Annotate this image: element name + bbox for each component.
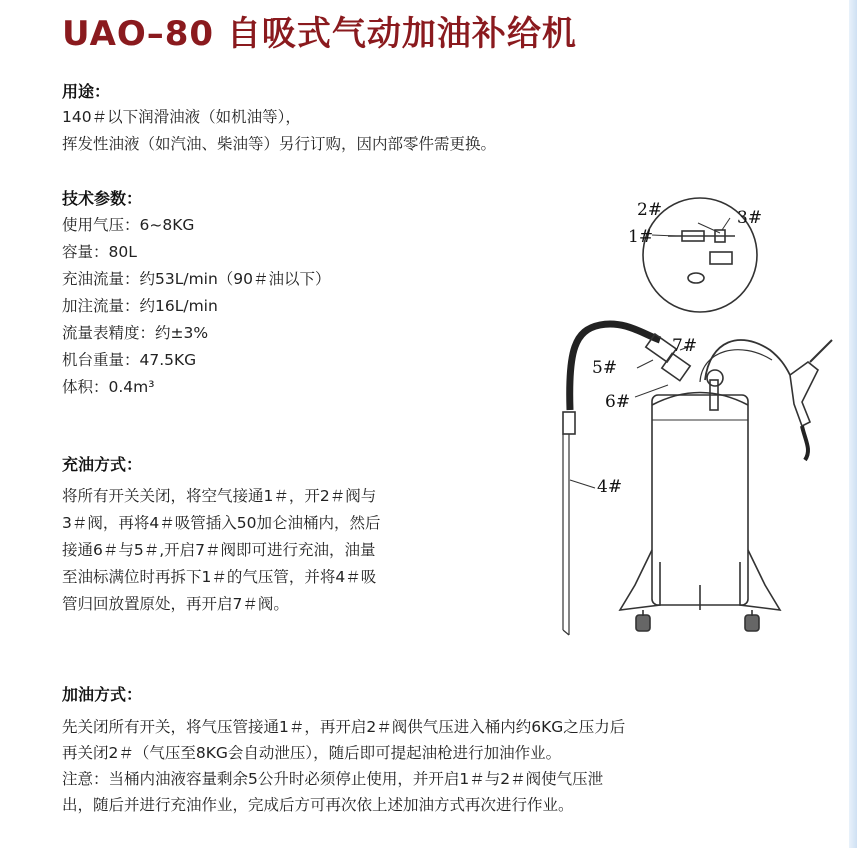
filling-line-5: 管归回放置原处，再开启7＃阀。 <box>62 595 289 613</box>
refuel-line-3: 注意：当桶内油液容量剩余5公升时必须停止使用，并开启1＃与2＃阀使气压泄 <box>62 770 604 788</box>
refuel-line-2: 再关闭2＃（气压至8KG会自动泄压），随后即可提起油枪进行加油作业。 <box>62 744 562 762</box>
spec-volume: 体积：0.4m³ <box>62 378 155 396</box>
refuel-line-1: 先关闭所有开关，将气压管接通1＃，再开启2＃阀供气压进入桶内约6KG之压力后 <box>62 718 626 736</box>
filling-line-1: 将所有开关关闭，将空气接通1＃，开2＃阀与 <box>62 487 377 505</box>
usage-line-1: 140＃以下润滑油液（如机油等）， <box>62 108 301 126</box>
refuel-line-4: 出，随后并进行充油作业，完成后方可再次依上述加油方式再次进行作业。 <box>62 796 574 814</box>
tank-body <box>652 395 748 605</box>
label-5: 5# <box>592 358 618 378</box>
machine-diagram <box>540 190 840 660</box>
specs-heading: 技术参数： <box>62 189 143 208</box>
spec-weight: 机台重量：47.5KG <box>62 351 197 369</box>
label-7: 7# <box>672 336 698 356</box>
label-6: 6# <box>605 392 631 412</box>
dispensing-gun <box>790 362 818 426</box>
filling-line-2: 3＃阀，再将4＃吸管插入50加仑油桶内，然后 <box>62 514 381 532</box>
spec-dispense-flow: 加注流量：约16L/min <box>62 297 218 315</box>
usage-line-2: 挥发性油液（如汽油、柴油等）另行订购，因内部零件需更换。 <box>62 135 497 153</box>
usage-heading: 用途： <box>62 82 111 101</box>
refuel-heading: 加油方式： <box>62 685 143 704</box>
spec-accuracy: 流量表精度：约±3% <box>62 324 209 342</box>
spec-fill-flow: 充油流量：约53L/min（90＃油以下） <box>62 270 331 288</box>
spec-capacity: 容量：80L <box>62 243 137 261</box>
filling-heading: 充油方式： <box>62 455 143 474</box>
filling-line-3: 接通6＃与5＃,开启7＃阀即可进行充油，油量 <box>62 541 376 559</box>
label-1: 1# <box>628 227 654 247</box>
label-2: 2# <box>637 200 663 220</box>
spec-pressure: 使用气压：6~8KG <box>62 216 195 234</box>
page-title: UAO–80 自吸式气动加油补给机 <box>62 14 577 54</box>
label-4: 4# <box>597 477 623 497</box>
page-edge-shade <box>849 0 857 848</box>
pressure-gauge <box>707 370 723 386</box>
label-3: 3# <box>737 208 763 228</box>
gun-hose <box>705 340 790 380</box>
filling-line-4: 至油标满位时再拆下1＃的气压管，并将4＃吸 <box>62 568 377 586</box>
